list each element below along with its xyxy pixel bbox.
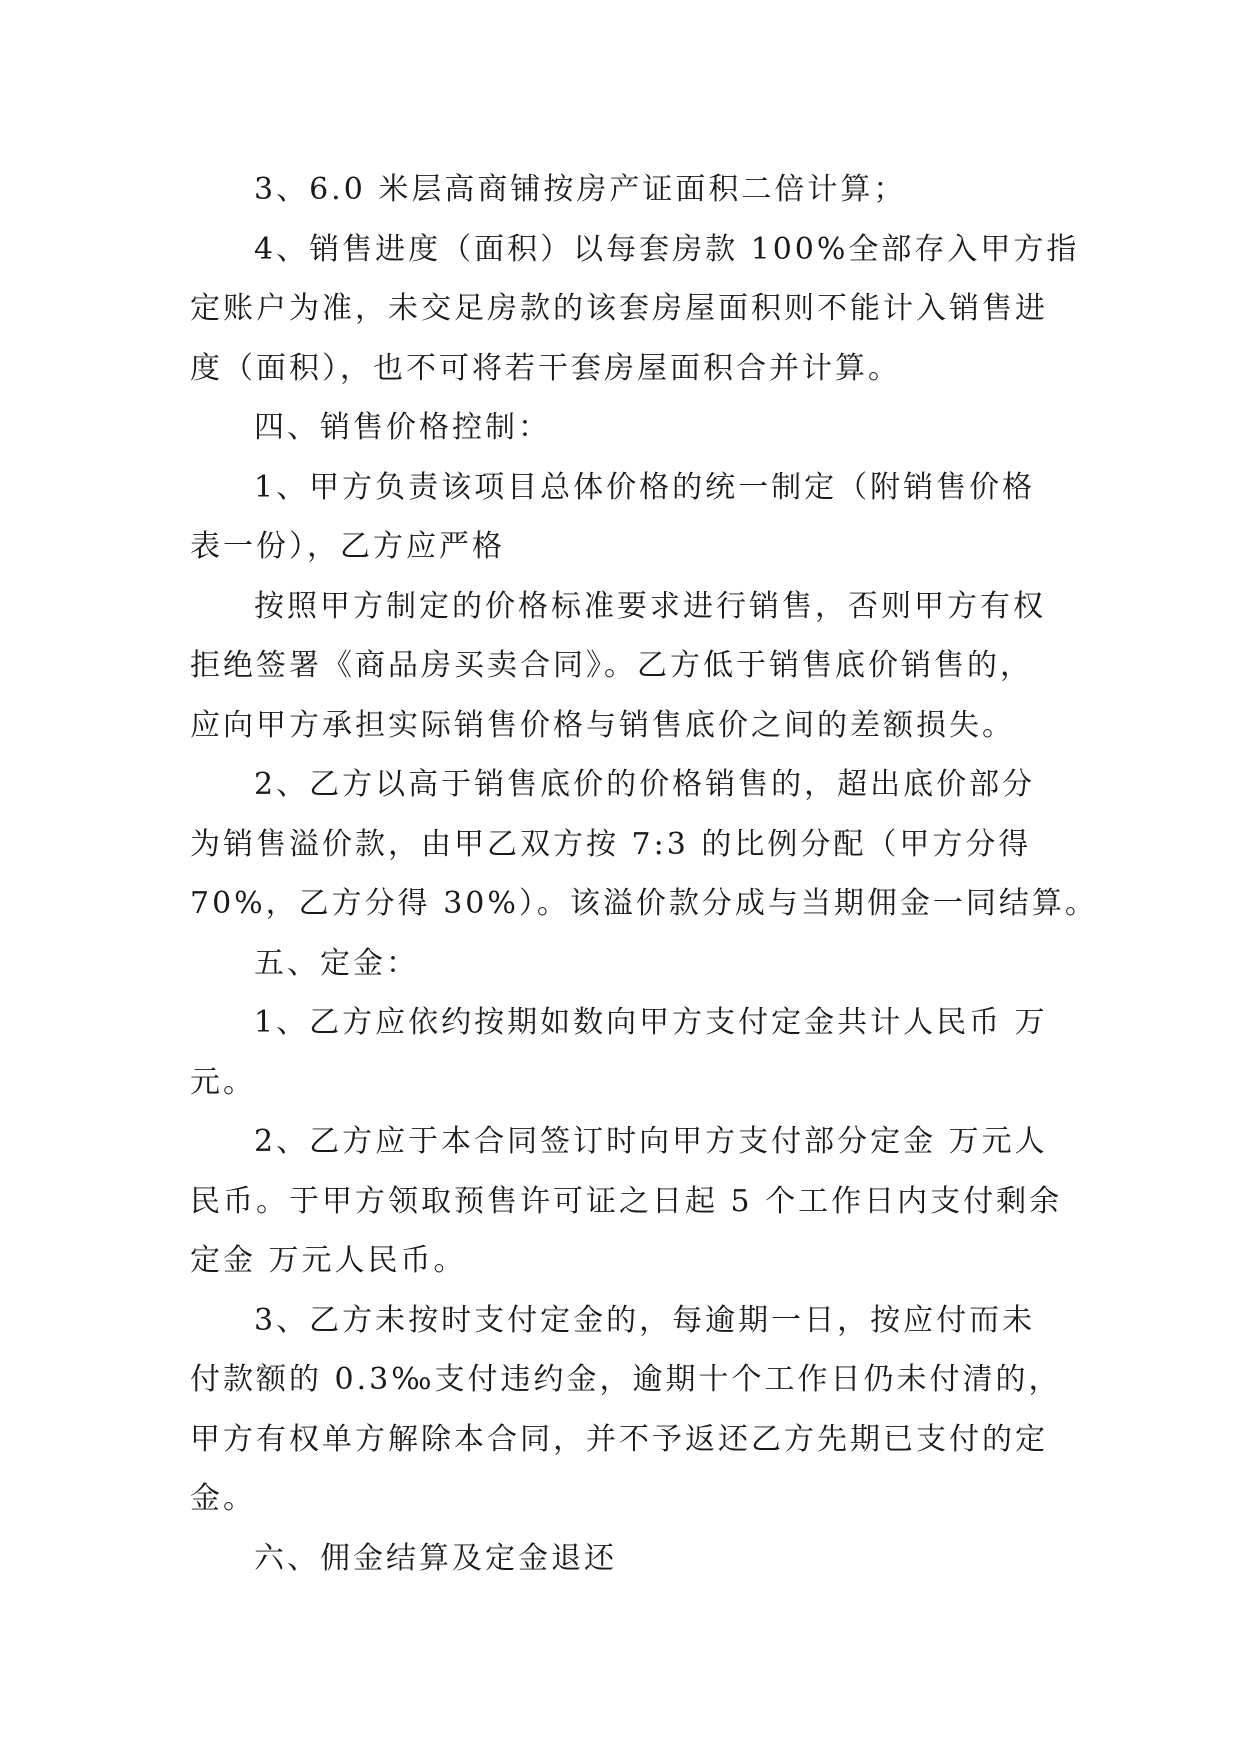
text-line: 定账户为准，未交足房款的该套房屋面积则不能计入销售进: [190, 291, 1048, 326]
text-line: 拒绝签署《商品房买卖合同》。乙方低于销售底价销售的，: [190, 648, 1033, 683]
text-line: 元。: [190, 1064, 256, 1100]
text-line: 3、6.0 米层高商铺按房产证面积二倍计算；: [254, 172, 907, 207]
text-line: 1、乙方应依约按期如数向甲方支付定金共计人民币 万: [254, 1005, 1048, 1040]
text-line: 表一份），乙方应严格: [190, 529, 505, 564]
text-line: 2、乙方应于本合同签订时向甲方支付部分定金 万元人: [254, 1124, 1048, 1159]
text-line: 金。: [190, 1481, 256, 1516]
section-heading: 六、佣金结算及定金退还: [254, 1540, 617, 1576]
section-heading: 四、销售价格控制：: [254, 410, 551, 445]
text-line: 民币。于甲方领取预售许可证之日起 5 个工作日内支付剩余: [190, 1183, 1063, 1219]
text-line: 1、甲方负责该项目总体价格的统一制定（附销售价格: [254, 469, 1036, 505]
text-line: 2、乙方以高于销售底价的价格销售的，超出底价部分: [254, 767, 1036, 802]
text-line: 按照甲方制定的价格标准要求进行销售，否则甲方有权: [254, 588, 1046, 624]
text-line: 付款额的 0.3‰支付违约金，逾期十个工作日仍未付清的，: [190, 1362, 1062, 1397]
text-line: 为销售溢价款，由甲乙双方按 7:3 的比例分配（甲方分得: [190, 826, 1032, 862]
text-line: 3、乙方未按时支付定金的，每逾期一日，按应付而未: [254, 1302, 1036, 1338]
section-heading: 五、定金：: [254, 945, 419, 981]
document-body: [190, 160, 1098, 1588]
text-line: 70%，乙方分得 30%）。该溢价款分成与当期佣金一同结算。: [190, 886, 1098, 921]
text-line: 度（面积），也不可将若干套房屋面积合并计算。: [190, 350, 901, 386]
text-line: 定金 万元人民币。: [190, 1243, 467, 1278]
text-line: 4、销售进度（面积）以每套房款 100%全部存入甲方指: [254, 231, 1080, 267]
text-line: 应向甲方承担实际销售价格与销售底价之间的差额损失。: [190, 707, 1015, 743]
text-line: 甲方有权单方解除本合同，并不予返还乙方先期已支付的定: [190, 1421, 1048, 1457]
